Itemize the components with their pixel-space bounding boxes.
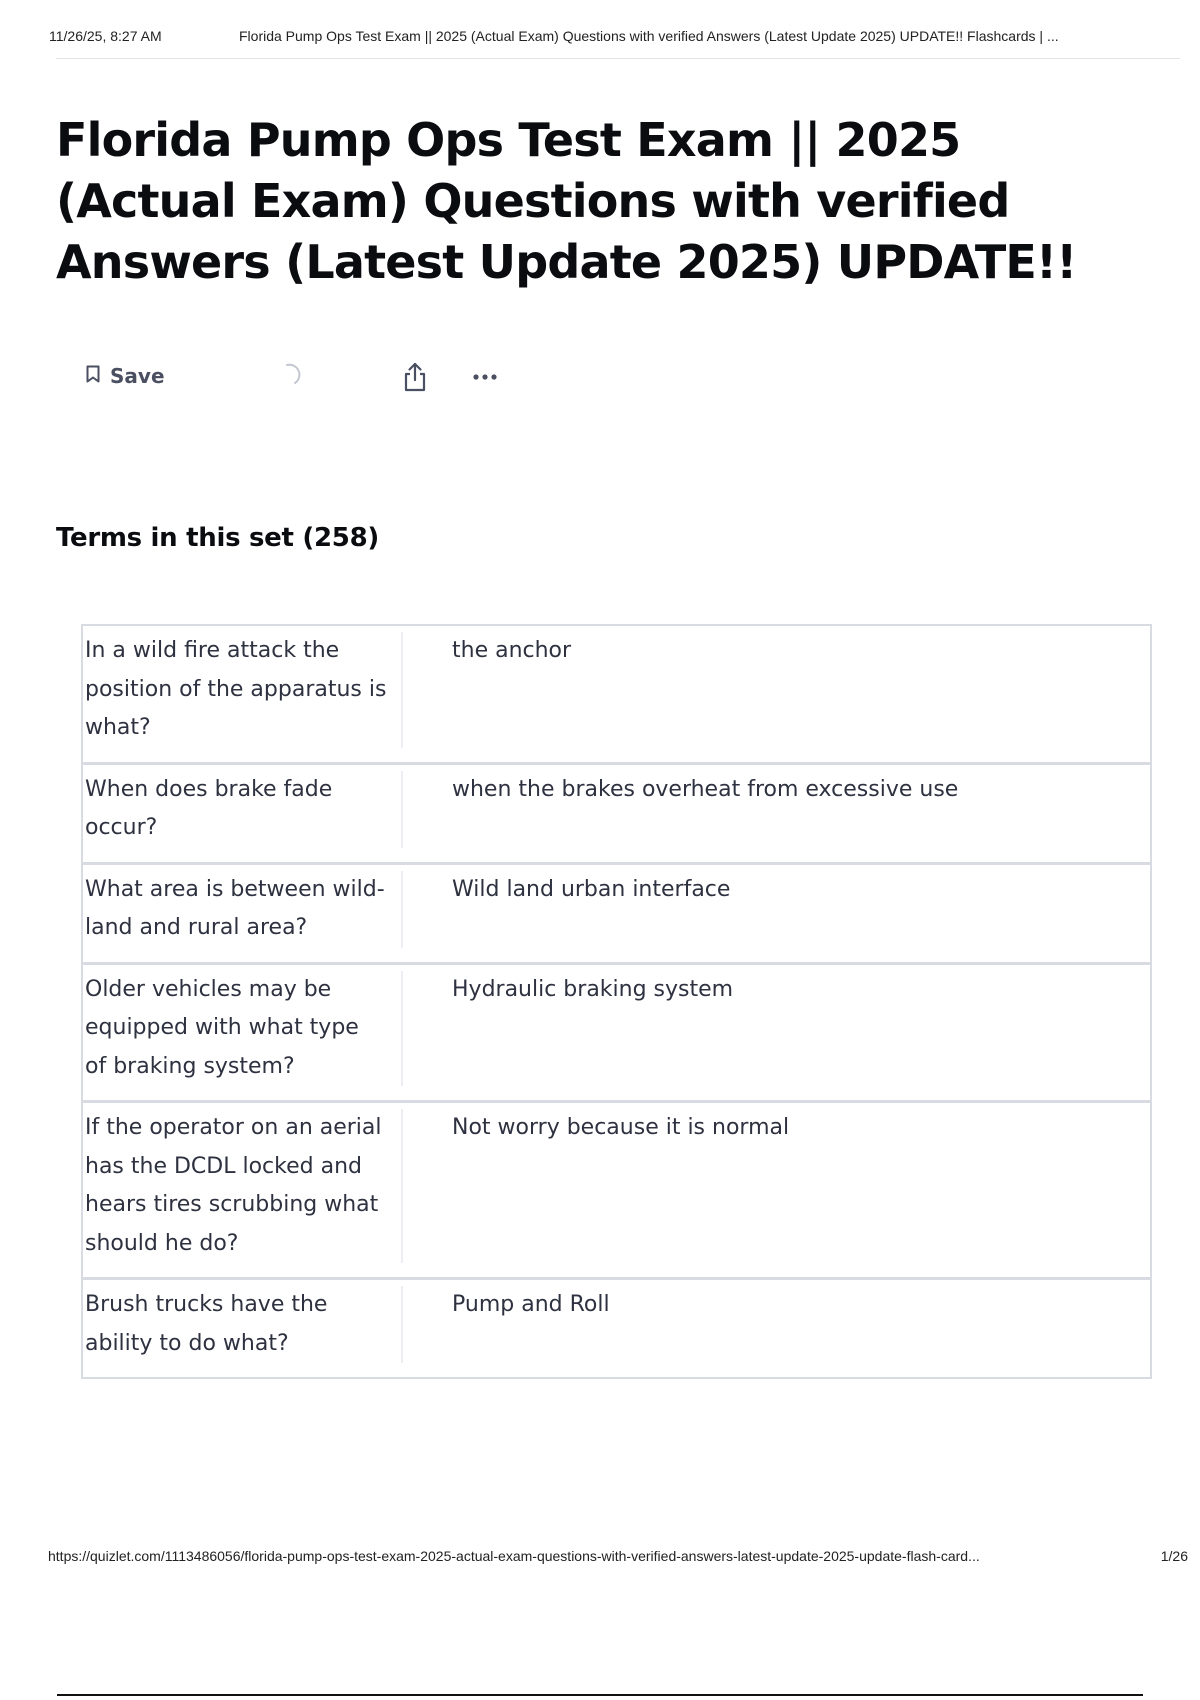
save-button-label: Save <box>110 364 165 388</box>
term-row <box>83 1100 1150 1277</box>
page-number: 1/26 <box>1160 1548 1188 1564</box>
term-row <box>83 862 1150 962</box>
header-divider <box>56 58 1180 59</box>
share-icon[interactable] <box>398 360 432 394</box>
term-text: Brush trucks have the ability to do what? <box>83 1286 403 1363</box>
definition-text: the anchor <box>452 638 572 663</box>
definition-text: Hydraulic braking system <box>452 976 734 1002</box>
bookmark-icon <box>86 364 100 388</box>
print-header <box>49 28 1184 48</box>
page-title: Florida Pump Ops Test Exam || 2025 (Actual Exam) Questions with verified Answers (Latest Update 2025) UPDATE!! <box>56 113 1077 289</box>
term-text: When does brake fade occur? <box>83 771 403 848</box>
terms-table <box>81 624 1152 1379</box>
term-text: Older vehicles may be equipped with what type of braking system? <box>83 971 403 1087</box>
save-button[interactable] <box>86 358 165 394</box>
definition-text: when the brakes overheat from excessive use <box>452 776 959 802</box>
term-row <box>83 962 1150 1101</box>
definition-text: Wild land urban interface <box>452 876 731 902</box>
definition-text: Pump and Roll <box>452 1292 610 1317</box>
bottom-divider <box>57 1694 1143 1696</box>
term-row <box>83 762 1150 862</box>
print-footer <box>48 1548 1188 1568</box>
loading-spinner-icon <box>276 362 302 388</box>
set-toolbar <box>86 358 526 394</box>
terms-heading: Terms in this set (258) <box>56 523 379 553</box>
term-text: What area is between wild-land and rural area? <box>83 871 403 948</box>
print-datetime: 11/26/25, 8:27 AM <box>49 28 162 44</box>
page-url: https://quizlet.com/1113486056/florida-pump-ops-test-exam-2025-actual-exam-questions-with-verified-answers-latest-update-2025-update-flash-card... <box>48 1548 980 1564</box>
term-text: In a wild fire attack the position of the apparatus is what? <box>83 632 403 748</box>
term-text: If the operator on an aerial has the DCDL locked and hears tires scrubbing what should he do? <box>83 1109 403 1263</box>
definition-text: Not worry because it is normal <box>452 1115 790 1140</box>
term-row <box>83 1277 1150 1377</box>
print-document-title: Florida Pump Ops Test Exam || 2025 (Actual Exam) Questions with verified Answers (Latest Update 2025) UPDATE!! Flashcards | ... <box>239 28 1059 44</box>
term-row <box>83 626 1150 762</box>
more-options-icon[interactable] <box>468 360 502 394</box>
